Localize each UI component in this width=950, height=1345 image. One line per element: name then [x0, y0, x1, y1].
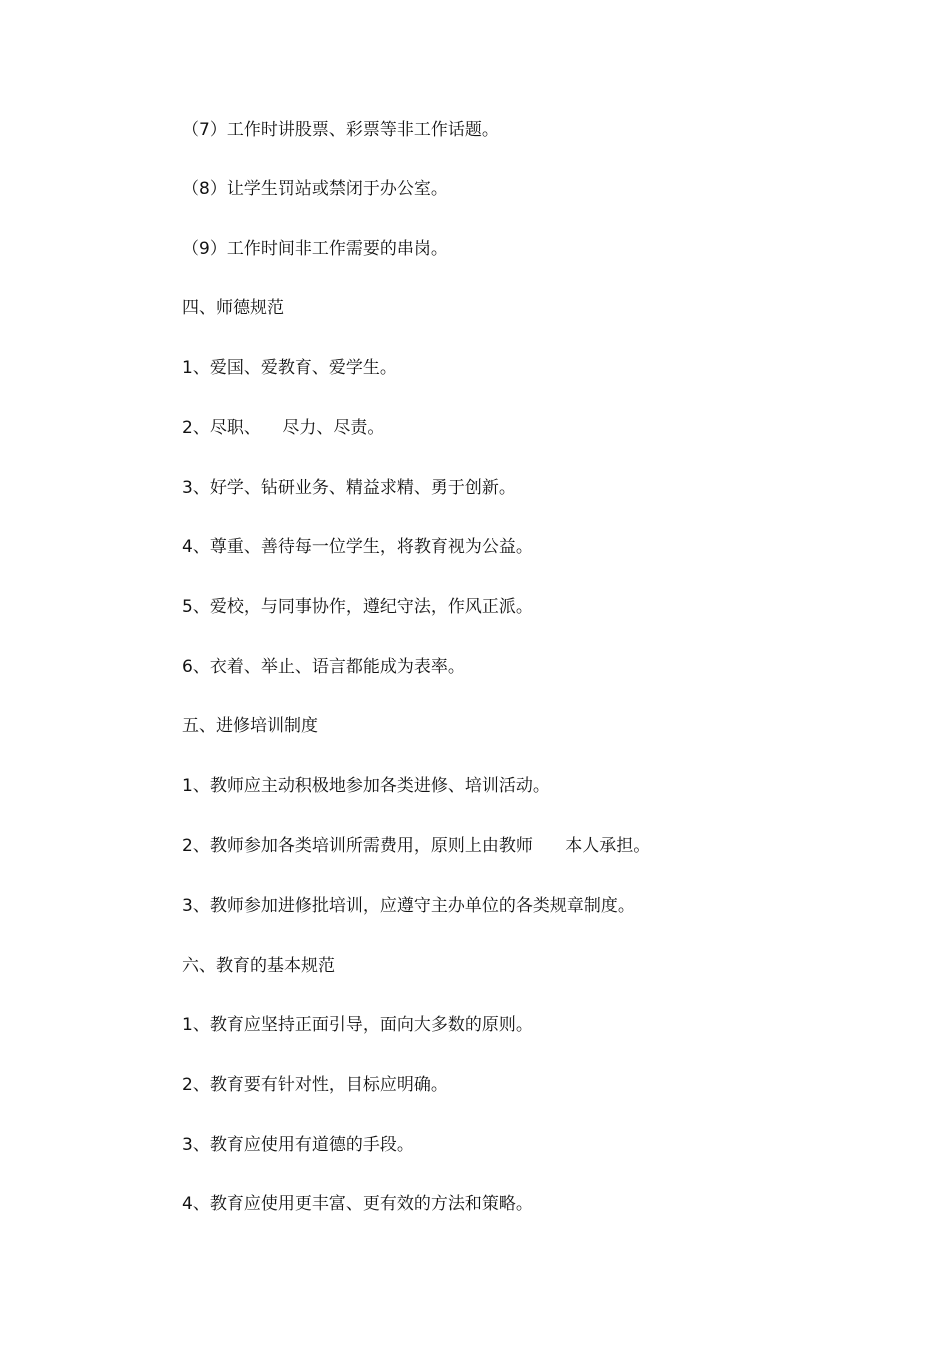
training-item-1: 1、教师应主动积极地参加各类进修、培训活动。 — [182, 776, 550, 796]
education-item-1: 1、教育应坚持正面引导，面向大多数的原则。 — [182, 1015, 533, 1035]
ethics-item-4: 4、尊重、善待每一位学生，将教育视为公益。 — [182, 537, 533, 557]
ethics-item-1: 1、爱国、爱教育、爱学生。 — [182, 358, 397, 378]
section-heading-ethics: 四、师德规范 — [182, 298, 284, 318]
ethics-item-3: 3、好学、钻研业务、精益求精、勇于创新。 — [182, 478, 516, 498]
list-item-8: （8）让学生罚站或禁闭于办公室。 — [182, 179, 448, 199]
section-heading-training: 五、进修培训制度 — [182, 716, 318, 736]
list-item-9: （9）工作时间非工作需要的串岗。 — [182, 239, 448, 259]
ethics-item-5: 5、爱校，与同事协作，遵纪守法，作风正派。 — [182, 597, 533, 617]
ethics-item-6: 6、衣着、举止、语言都能成为表率。 — [182, 657, 465, 677]
education-item-4: 4、教育应使用更丰富、更有效的方法和策略。 — [182, 1194, 533, 1214]
ethics-item-2: 2、尽职、 尽力、尽责。 — [182, 418, 385, 438]
training-item-2: 2、教师参加各类培训所需费用，原则上由教师 本人承担。 — [182, 836, 651, 856]
education-item-3: 3、教育应使用有道德的手段。 — [182, 1135, 414, 1155]
training-item-3: 3、教师参加进修批培训，应遵守主办单位的各类规章制度。 — [182, 896, 635, 916]
education-item-2: 2、教育要有针对性，目标应明确。 — [182, 1075, 448, 1095]
section-heading-education: 六、教育的基本规范 — [182, 956, 335, 976]
list-item-7: （7）工作时讲股票、彩票等非工作话题。 — [182, 120, 499, 140]
